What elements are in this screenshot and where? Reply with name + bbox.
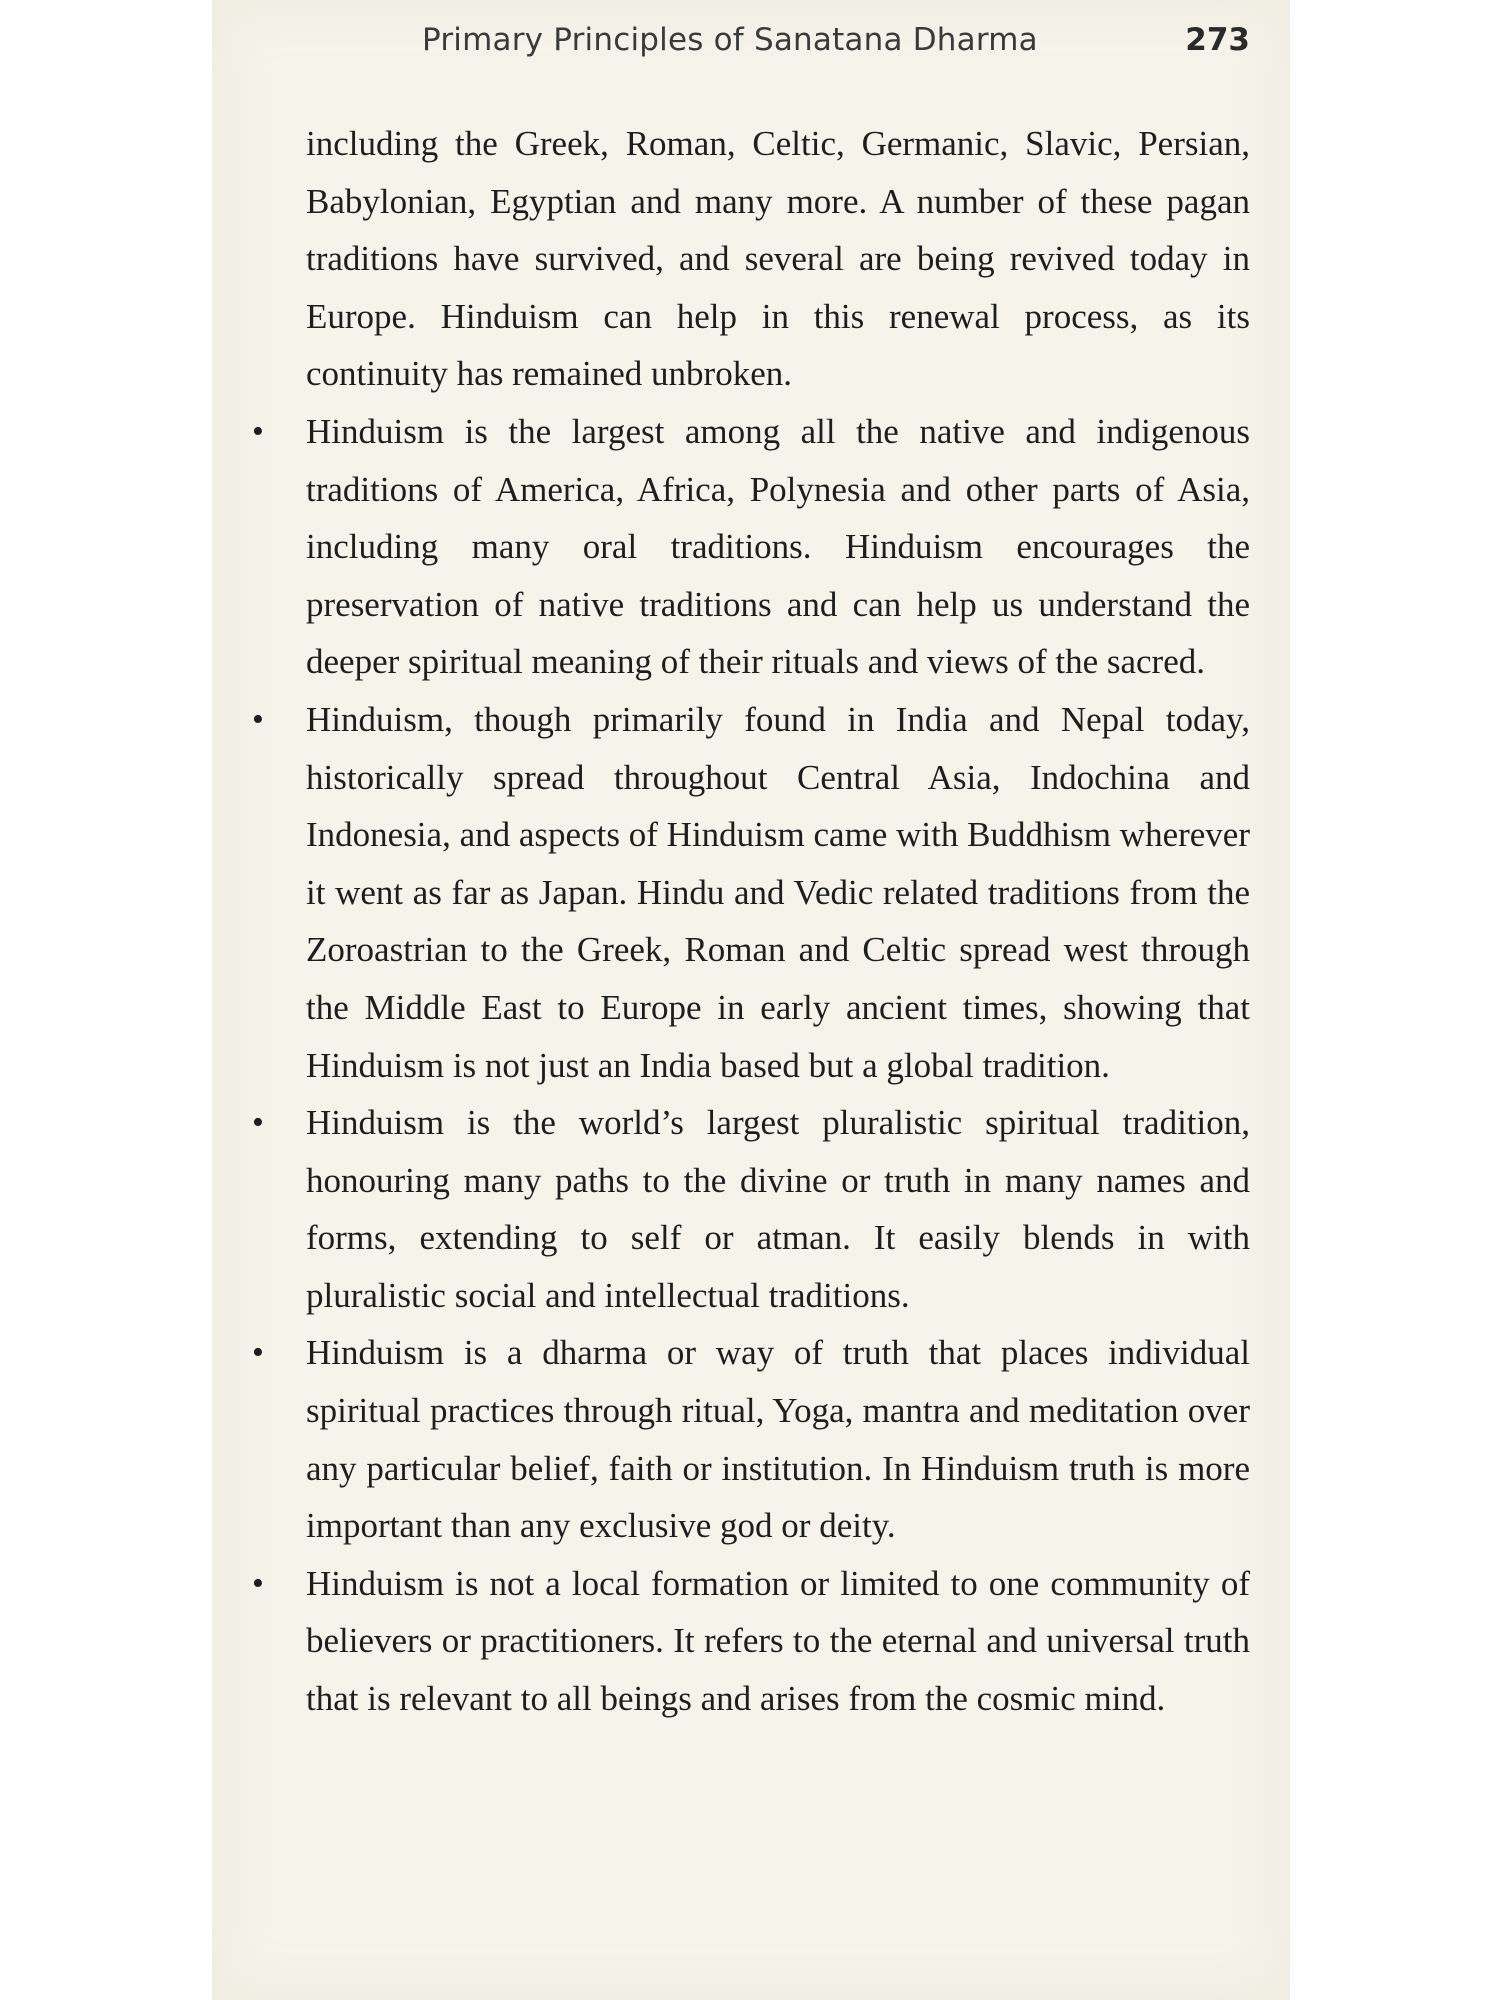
continuation-paragraph: including the Greek, Roman, Celtic, Germanic, Slavic, Persian, Babylonian, Egyptian and many more. A number of these pagan traditions have survived, and several are being revived today in Europe. Hinduism can help in this renewal process, as its continuity has remained unbroken. — [306, 124, 1250, 394]
running-title: Primary Principles of Sanatana Dharma — [422, 22, 1038, 58]
bullet-text: Hinduism is a dharma or way of truth that places individual spiritual practices through ritual, Yoga, mantra and meditation over any particular belief, faith or institution. In Hinduism truth is more important than any exclusive god or deity. — [306, 1333, 1250, 1546]
bullet-item — [252, 1324, 1250, 1554]
bullet-text: Hinduism, though primarily found in India and Nepal today, historically spread throughout Central Asia, Indochina and Indonesia, and aspects of Hinduism came with Buddhism wherever it went as far as Japan. Hindu and Vedic related traditions from the Zoroastrian to the Greek, Roman and Celtic spread west through the Middle East to Europe in early ancient times, showing that Hinduism is not just an India based but a global tradition. — [306, 699, 1250, 1085]
bullet-item — [252, 1094, 1250, 1324]
book-page — [212, 0, 1290, 2000]
bullet-item — [252, 1555, 1250, 1728]
body-text — [252, 115, 1250, 1728]
bullet-text: Hinduism is not a local formation or limited to one community of believers or practitioners. It refers to the eternal and universal truth that is relevant to all beings and arises from the cosmic mind. — [306, 1563, 1250, 1719]
bullet-item — [252, 403, 1250, 691]
bullet-list — [252, 403, 1250, 1728]
bullet-text: Hinduism is the largest among all the native and indigenous traditions of America, Africa, Polynesia and other parts of Asia, including many oral traditions. Hinduism encourages the preservation of native traditions and can help us understand the deeper spiritual meaning of their rituals and views of the sacred. — [306, 411, 1250, 682]
bullet-dot: • — [252, 1564, 264, 1602]
bullet-dot: • — [252, 1334, 264, 1372]
page-number: 273 — [1185, 22, 1250, 58]
bullet-text: Hinduism is the world’s largest pluralistic spiritual tradition, honouring many paths to the divine or truth in many names and forms, extending to self or atman. It easily blends in with pluralistic social and intellectual traditions. — [306, 1103, 1250, 1315]
page-header — [212, 22, 1290, 62]
bullet-dot: • — [252, 1104, 264, 1142]
bullet-dot: • — [252, 412, 264, 450]
bullet-dot: • — [252, 700, 264, 738]
bullet-item — [252, 691, 1250, 1094]
